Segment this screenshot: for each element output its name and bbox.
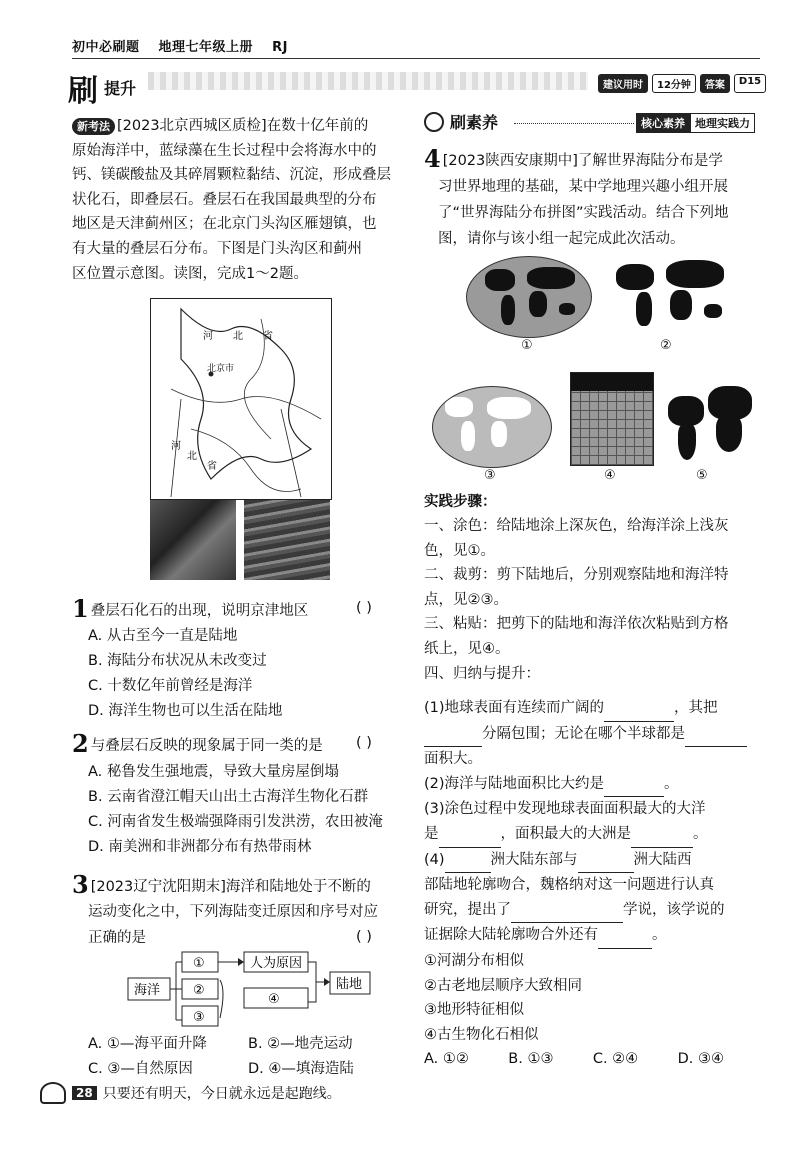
question-2: [72, 731, 323, 759]
section-title-main: 刷: [68, 74, 98, 109]
intro-line: 原始海洋中，蓝绿藻在生长过程中会将海水中的: [72, 142, 377, 159]
map-lines: [151, 299, 331, 499]
answer-page: D15: [734, 74, 766, 93]
step-line: 色，见①。: [424, 542, 495, 559]
option: A. 从古至今一直是陆地: [88, 628, 238, 644]
section-title-sub: 提升: [104, 79, 137, 98]
option: A. 秘鲁发生强地震，导致大量房屋倒塌: [88, 764, 339, 780]
question-number: 1: [72, 594, 89, 623]
map-label: 河: [171, 441, 181, 452]
option: B. ②—地壳运动: [248, 1036, 353, 1052]
map-label: 省: [207, 461, 217, 472]
option: B. 海陆分布状况从未改变过: [88, 653, 267, 669]
answer-blank[interactable]: [439, 822, 501, 848]
option: C. 十数亿年前曾经是海洋: [88, 678, 253, 694]
diagram-n1: ①: [193, 956, 205, 971]
question-number: 2: [72, 729, 89, 758]
figure-label: ⑤: [696, 468, 708, 483]
option: D. 南美洲和非洲都分布有热带雨林: [88, 839, 312, 855]
book-name: 初中必刷题: [72, 40, 140, 55]
option: B. ①③: [508, 1051, 554, 1068]
question-3: [72, 872, 371, 900]
choice: ③地形特征相似: [424, 1002, 524, 1019]
figure-label: ③: [484, 468, 496, 483]
header-rule: [72, 58, 760, 59]
answer-paren: ( ): [356, 929, 372, 945]
answer-blank[interactable]: [598, 923, 652, 949]
stromatolite-photo: [150, 500, 236, 580]
option: C. 河南省发生极端强降雨引发洪涝，农田被淹: [88, 814, 383, 830]
running-header: [72, 36, 302, 55]
diagram-n2: ②: [193, 983, 205, 998]
question-stem: 叠层石化石的出现，说明京津地区: [90, 603, 309, 619]
step-line: 纸上，见④。: [424, 640, 510, 657]
sub-question-1: (1)地球表面有连续而广阔的 ，其把 分隔包围；无论在哪个半球都是 面积大。 (2)海洋与陆地面积比大约是 。 (3)涂色过程中发现地球表面面积最大的大洋 是 ，面积最大的大洲是 。 (4) 洲大陆东部与 洲大陆西 部陆地轮廓吻合，魏格纳对这一问题进行认真 研究，提出了 学说，该学说的 证据除大陆轮廓吻合外还有 。 ①河湖分布相似 ②古老地层顺序大致相同 ③地形特征相似 ④古生物化石相似 A. ①② B. ①③ C. ②④ D. ③④: [424, 696, 764, 1072]
map-label: 北京市: [207, 364, 235, 374]
step-line: 点，见②③。: [424, 591, 508, 608]
question-4: [424, 146, 723, 174]
choice: ④古生物化石相似: [424, 1026, 539, 1043]
question-number: 4: [424, 144, 441, 173]
option: D. 海洋生物也可以生活在陆地: [88, 703, 283, 719]
intro-line: 新考法 [2023北京西城区质检]在数十亿年前的: [72, 114, 404, 139]
choice: ①河湖分布相似: [424, 952, 524, 969]
literacy-tags: [636, 113, 755, 133]
page-number: 28: [72, 1086, 97, 1100]
question-stem-line: 运动变化之中，下列海陆变迁原因和序号对应: [88, 904, 378, 920]
steps: [424, 514, 764, 686]
figure-label: ①: [521, 338, 533, 353]
edition: RJ: [272, 40, 288, 55]
answer-label: 答案: [700, 74, 730, 93]
question-stem-line: 正确的是: [88, 930, 146, 946]
final-options: [424, 1047, 724, 1072]
option: D. ④—填海造陆: [248, 1061, 354, 1077]
answer-blank[interactable]: [604, 696, 674, 722]
grid-paper: [570, 372, 654, 466]
map-label: 北: [187, 451, 197, 462]
map-label: 省: [263, 331, 273, 342]
brush-icon: [424, 112, 444, 132]
diagram-n3: ③: [193, 1010, 205, 1025]
option: D. ③④: [677, 1051, 724, 1068]
answer-paren: ( ): [356, 735, 372, 751]
sea-land-diagram: [120, 950, 380, 1032]
section-banner: [148, 72, 588, 90]
intro-line: 有大量的叠层石分布。下图是门头沟区和蓟州: [72, 240, 362, 257]
map-label: 北: [233, 331, 243, 342]
answer-blank[interactable]: [511, 898, 623, 924]
question-1: [72, 596, 308, 624]
option: C. ②④: [592, 1051, 639, 1068]
question-stem: [2023辽宁沈阳期末]海洋和陆地处于不断的: [90, 879, 371, 895]
sec-title: 刷素养: [450, 113, 499, 132]
steps-title: 实践步骤：: [424, 494, 497, 510]
tag-core: 核心素养: [636, 113, 690, 133]
time-info: [598, 74, 766, 93]
answer-blank[interactable]: [424, 722, 482, 748]
location-map: [150, 298, 332, 500]
question-stem: 与叠层石反映的现象属于同一类的是: [90, 738, 323, 754]
cut-continents-map: [608, 256, 734, 336]
choice: ②古老地层顺序大致相同: [424, 977, 582, 994]
new-method-badge: 新考法: [72, 118, 115, 135]
answer-blank[interactable]: [631, 822, 693, 848]
intro-line: 状化石，即叠层石。叠层石在我国最典型的分布: [72, 191, 377, 208]
continents-fit-map: [664, 376, 760, 466]
tag-practice: 地理实践力: [690, 113, 755, 133]
stromatolite-photo: [244, 500, 330, 580]
step-line: 四、归纳与提升：: [424, 665, 540, 682]
answer-blank[interactable]: [445, 848, 491, 874]
question-stem-line: 了“世界海陆分布拼图”实践活动。结合下列地: [438, 205, 729, 221]
answer-blank[interactable]: [578, 848, 634, 874]
intro-line: 钙、镁碳酸盐及其碎屑颗粒黏结、沉淀，形成叠层: [72, 167, 391, 184]
diagram-human: 人为原因: [250, 956, 303, 971]
question-stem: [2023陕西安康期中]了解世界海陆分布是学: [442, 153, 723, 169]
step-line: 二、裁剪：剪下陆地后，分别观察陆地和海洋特: [424, 567, 729, 584]
time-label: 建议用时: [598, 74, 648, 93]
answer-paren: ( ): [356, 600, 372, 616]
diagram-n4: ④: [268, 992, 280, 1007]
figure-label: ②: [660, 338, 672, 353]
option: B. 云南省澄江帽天山出土古海洋生物化石群: [88, 789, 369, 805]
option: A. ①—海平面升降: [88, 1036, 207, 1052]
figure-label: ④: [604, 468, 616, 483]
question-stem-line: 图，请你与该小组一起完成此次活动。: [438, 231, 685, 247]
intro-line: 区位置示意图。读图，完成1～2题。: [72, 265, 308, 282]
motto: 只要还有明天，今日就永远是起跑线。: [102, 1086, 341, 1102]
logo-icon: [40, 1082, 66, 1104]
answer-blank[interactable]: [604, 772, 664, 798]
map-label: 河: [203, 331, 213, 342]
dotted-leader: [514, 123, 634, 124]
page-footer: [40, 1082, 341, 1104]
subject-name: 地理七年级上册: [158, 40, 254, 55]
step-line: 三、粘贴：把剪下的陆地和海洋依次粘贴到方格: [424, 616, 729, 633]
diagram-land: 陆地: [336, 977, 363, 992]
section-title-right: [424, 110, 498, 133]
left-intro: [72, 114, 404, 286]
option: C. ③—自然原因: [88, 1061, 193, 1077]
answer-blank[interactable]: [685, 722, 747, 748]
time-value: 12分钟: [652, 74, 696, 93]
colored-world-map: [466, 256, 592, 338]
option: A. ①②: [424, 1051, 469, 1068]
step-line: 一、涂色：给陆地涂上深灰色，给海洋涂上浅灰: [424, 518, 729, 534]
question-stem-line: 习世界地理的基础，某中学地理兴趣小组开展: [438, 179, 728, 195]
ocean-map: [432, 386, 552, 468]
diagram-sea: 海洋: [134, 983, 161, 998]
question-number: 3: [72, 870, 89, 899]
intro-line: 地区是天津蓟州区；在北京门头沟区雁翅镇，也: [72, 216, 377, 233]
